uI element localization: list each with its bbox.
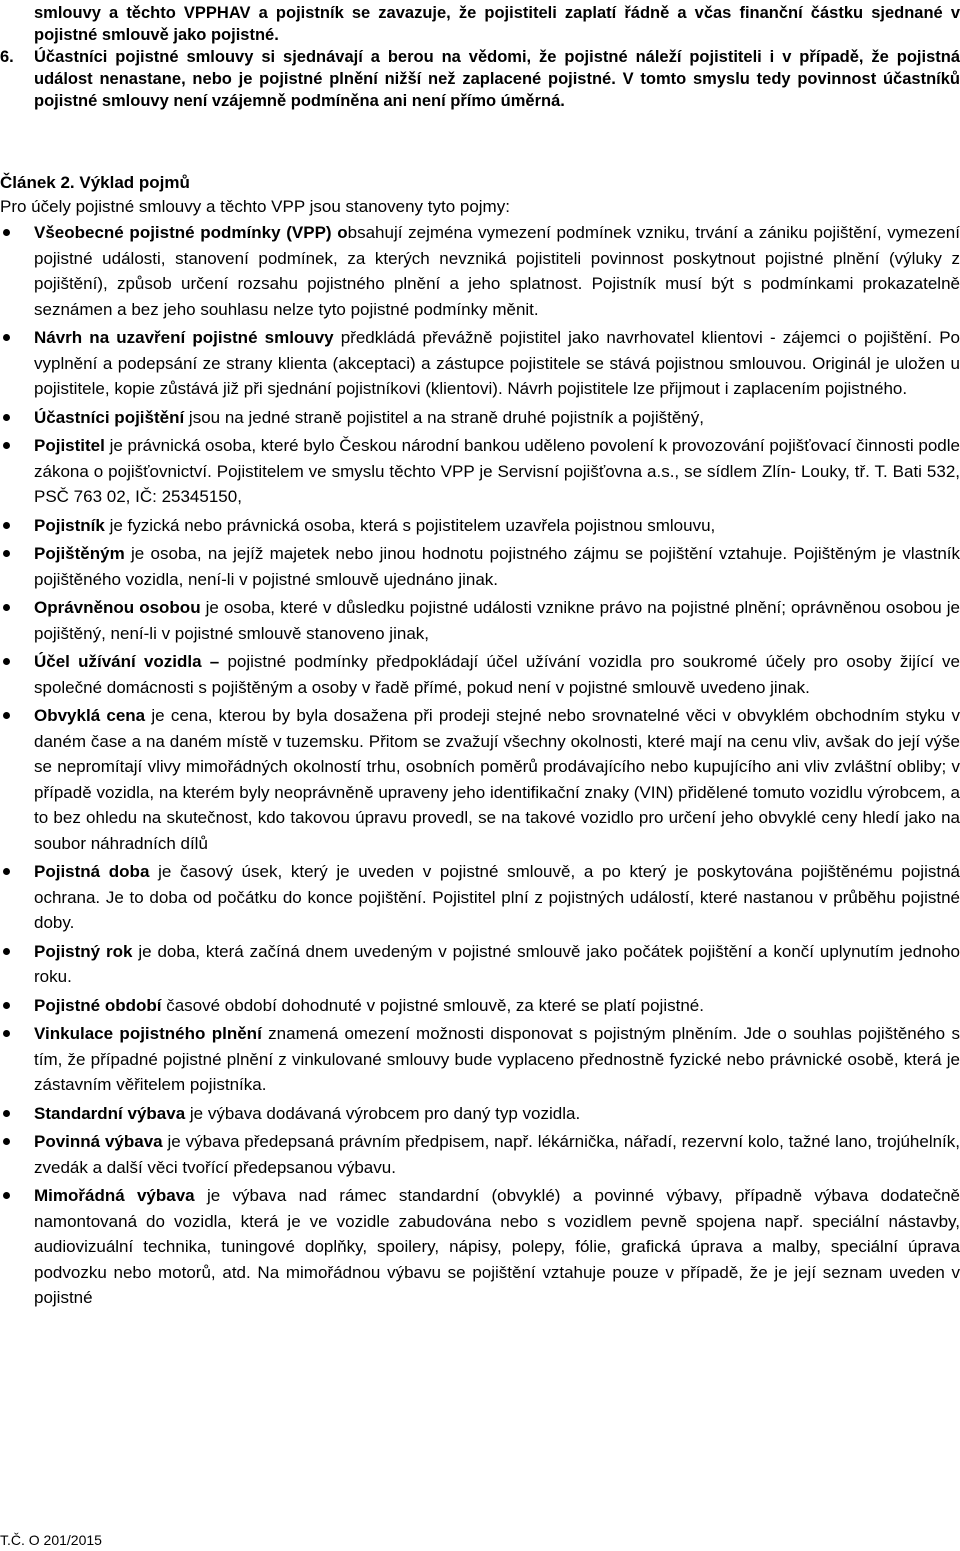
definition-term: Pojistné období bbox=[34, 995, 162, 1015]
definition-term: Pojistník bbox=[34, 515, 105, 535]
definition-item bbox=[0, 939, 960, 990]
definition-term: Oprávněnou osobou bbox=[34, 598, 201, 617]
bullet-icon bbox=[3, 414, 10, 421]
definition-item bbox=[0, 1101, 960, 1127]
definition-text: jsou na jedné straně pojistitel a na straně druhé pojistník a pojištěný, bbox=[184, 407, 704, 427]
definition-text: je osoba, na jejíž majetek nebo jinou hodnotu pojistného zájmu se pojištění vztahuje. Pojištěným je vlastník pojištěného vozidla, není-li v pojistné smlouvě ujednáno jinak. bbox=[34, 544, 960, 589]
footer-document-code: T.Č. O 201/2015 bbox=[0, 1532, 102, 1548]
intro-previous-text: smlouvy a těchto VPPHAV a pojistník se zavazuje, že pojistiteli zaplatí řádně a včas finanční částku sjednané v pojistné smlouvě jako pojistné. bbox=[34, 4, 960, 44]
bullet-icon bbox=[3, 1002, 10, 1009]
definition-item bbox=[0, 433, 960, 510]
intro-item-6-text: Účastníci pojistné smlouvy si sjednávají a berou na vědomi, že pojistné náleží pojistiteli i v případě, že pojistná událost nenastane, nebo je pojistné plnění nižší než zaplacené pojistné. V tomto smyslu tedy povinnost účastníků pojistné smlouvy není vzájemně podmíněna ani není přímo úměrná. bbox=[34, 48, 960, 110]
bullet-icon bbox=[3, 334, 10, 341]
definition-item bbox=[0, 595, 960, 646]
definition-text: pojistné podmínky předpokládají účel užívání vozidla pro soukromé účely pro osoby žijící ve společné domácnosti s pojištěným a osoby v řadě přímé, pokud není v pojistné smlouvě uvedeno jinak. bbox=[34, 652, 960, 697]
bullet-icon bbox=[3, 522, 10, 529]
definition-item bbox=[0, 1021, 960, 1098]
definition-item bbox=[0, 405, 960, 431]
item-number: 6. bbox=[0, 48, 14, 66]
article-lead: Pro účely pojistné smlouvy a těchto VPP jsou stanoveny tyto pojmy: bbox=[0, 197, 510, 216]
definition-item bbox=[0, 325, 960, 402]
definition-text: je doba, která začíná dnem uvedeným v pojistné smlouvě jako počátek pojištění a končí uplynutím jednoho roku. bbox=[34, 941, 960, 986]
definition-term: Pojištěným bbox=[34, 544, 125, 563]
definition-item bbox=[0, 993, 960, 1019]
definition-text: bsahují zejména vymezení podmínek vzniku, trvání a zániku pojištění, vymezení pojistné události, stanovení podmínek, za kterých nevzniká pojistiteli povinnost poskytnout pojistné plnění (výluky z pojištění), způsob určení rozsahu pojistného plnění a jeho splatnost. Pojistník musí být s podmínkami prokazatelně seznámen a bez jeho souhlasu nelze tyto pojistné podmínky měnit. bbox=[34, 223, 960, 319]
definition-term: Vinkulace pojistného plnění bbox=[34, 1024, 262, 1043]
definition-item bbox=[0, 703, 960, 856]
definitions-list bbox=[0, 220, 960, 1311]
definition-item bbox=[0, 541, 960, 592]
definition-item bbox=[0, 1183, 960, 1311]
bullet-icon bbox=[3, 550, 10, 557]
bullet-icon bbox=[3, 1138, 10, 1145]
definition-text: je osoba, které v důsledku pojistné události vznikne právo na pojistné plnění; oprávněnou osobou je pojištěný, není-li v pojistné smlouvě stanoveno jinak, bbox=[34, 598, 960, 643]
bullet-icon bbox=[3, 658, 10, 665]
bullet-icon bbox=[3, 442, 10, 449]
definition-term: Pojistný rok bbox=[34, 941, 133, 961]
definition-text: je výbava nad rámec standardní (obvyklé) a povinné výbavy, případně výbava dodatečně namontovaná do vozidla, která je ve vozidle zabudována nebo s vozidlem pevně spojena např. speciální nástavby, audiovizuální technika, tuningové doplňky, spoilery, nápisy, polepy, fólie, grafická úprava a malby, speciální úprava podvozku nebo motorů, atd. Na mimořádnou výbavu se pojištění vztahuje pouze v případě, že je její seznam uveden v pojistné bbox=[34, 1186, 960, 1307]
definition-item bbox=[0, 1129, 960, 1180]
definition-text: je právnická osoba, které bylo Českou národní bankou uděleno povolení k provozování pojišťovací činnosti podle zákona o pojišťovnictví. Pojistitelem ve smyslu těchto VPP je Servisní pojišťovna a.s., se sídlem Zlín- Louky, tř. T. Bati 532, PSČ 763 02, IČ: 25345150, bbox=[34, 436, 960, 506]
definition-term: Obvyklá cena bbox=[34, 706, 146, 725]
definition-text: je cena, kterou by byla dosažena při prodeji stejné nebo srovnatelné věci v obvyklém obchodním styku v daném čase a na daném místě v tuzemsku. Přitom se zvažují všechny okolnosti, které mají na cenu vliv, avšak do její výše se nepromítají vlivy mimořádných okolností trhu, osobních poměrů prodávajícího nebo kupujícího ani vliv zvláštní obliby; v případě vozidla, na kterém byly neoprávněně upraveny jeho identifikační znaky (VIN) přidělené tomuto vozidlu výrobcem, a to bez ohledu na skutečnost, kdo takovou úpravu provedl, se na takové vozidlo pro určení jeho obvyklé ceny hledí jako na soubor náhradních dílů bbox=[34, 706, 960, 853]
article-heading: Článek 2. Výklad pojmů bbox=[0, 173, 190, 192]
bullet-icon bbox=[3, 948, 10, 955]
definition-term: Návrh na uzavření pojistné smlouvy bbox=[34, 328, 334, 347]
definition-text: je výbava dodávaná výrobcem pro daný typ vozidla. bbox=[185, 1103, 581, 1123]
bullet-icon bbox=[3, 604, 10, 611]
bullet-icon bbox=[3, 1030, 10, 1037]
definition-term: Pojistitel bbox=[34, 436, 105, 455]
definition-text: je výbava předepsaná právním předpisem, např. lékárnička, nářadí, rezervní kolo, tažné lano, trojúhelník, zvedák a další věci tvořící předepsanou výbavu. bbox=[34, 1132, 960, 1177]
definition-term: Účastníci pojištění bbox=[34, 407, 185, 427]
definition-item bbox=[0, 513, 960, 539]
definition-text: předkládá převážně pojistitel jako navrhovatel klientovi - zájemci o pojištění. Po vyplnění a podepsání ze strany klienta (akceptaci) a zástupce pojistitele se stává pojistnou smlouvou. Originál je uložen u pojistitele, kopie zůstává již při sjednání pojistníkovi (klientovi). Návrh pojistitele lze přijmout i zaplacením pojistného. bbox=[34, 328, 960, 398]
bullet-icon bbox=[3, 868, 10, 875]
definition-text: časové období dohodnuté v pojistné smlouvě, za které se platí pojistné. bbox=[161, 995, 704, 1015]
definition-text: je časový úsek, který je uveden v pojistné smlouvě, a po který je poskytována pojištěnému pojistná ochrana. Je to doba od počátku do konce pojištění. Pojistitel plní z pojistných událostí, které nastanou v průběhu pojistné doby. bbox=[34, 862, 960, 932]
definition-item bbox=[0, 649, 960, 700]
definition-item bbox=[0, 859, 960, 936]
bullet-icon bbox=[3, 712, 10, 719]
bullet-icon bbox=[3, 229, 10, 236]
definition-term: Všeobecné pojistné podmínky (VPP) o bbox=[34, 223, 348, 242]
definition-text: znamená omezení možnosti disponovat s pojistným plněním. Jde o souhlas pojištěného s tím, že případné pojistné plnění z vinkulované smlouvy bude vyplaceno přednostně fyzické nebo právnické osobě, která je zástavním věřitelem pojistníka. bbox=[34, 1024, 960, 1094]
definition-term: Účel užívání vozidla – bbox=[34, 652, 220, 671]
definition-term: Pojistná doba bbox=[34, 862, 150, 881]
definition-item bbox=[0, 220, 960, 322]
definition-term: Povinná výbava bbox=[34, 1132, 163, 1151]
bullet-icon bbox=[3, 1110, 10, 1117]
definition-term: Standardní výbava bbox=[34, 1103, 186, 1123]
bullet-icon bbox=[3, 1192, 10, 1199]
definition-term: Mimořádná výbava bbox=[34, 1186, 195, 1205]
definition-text: je fyzická nebo právnická osoba, která s pojistitelem uzavřela pojistnou smlouvu, bbox=[104, 515, 716, 535]
